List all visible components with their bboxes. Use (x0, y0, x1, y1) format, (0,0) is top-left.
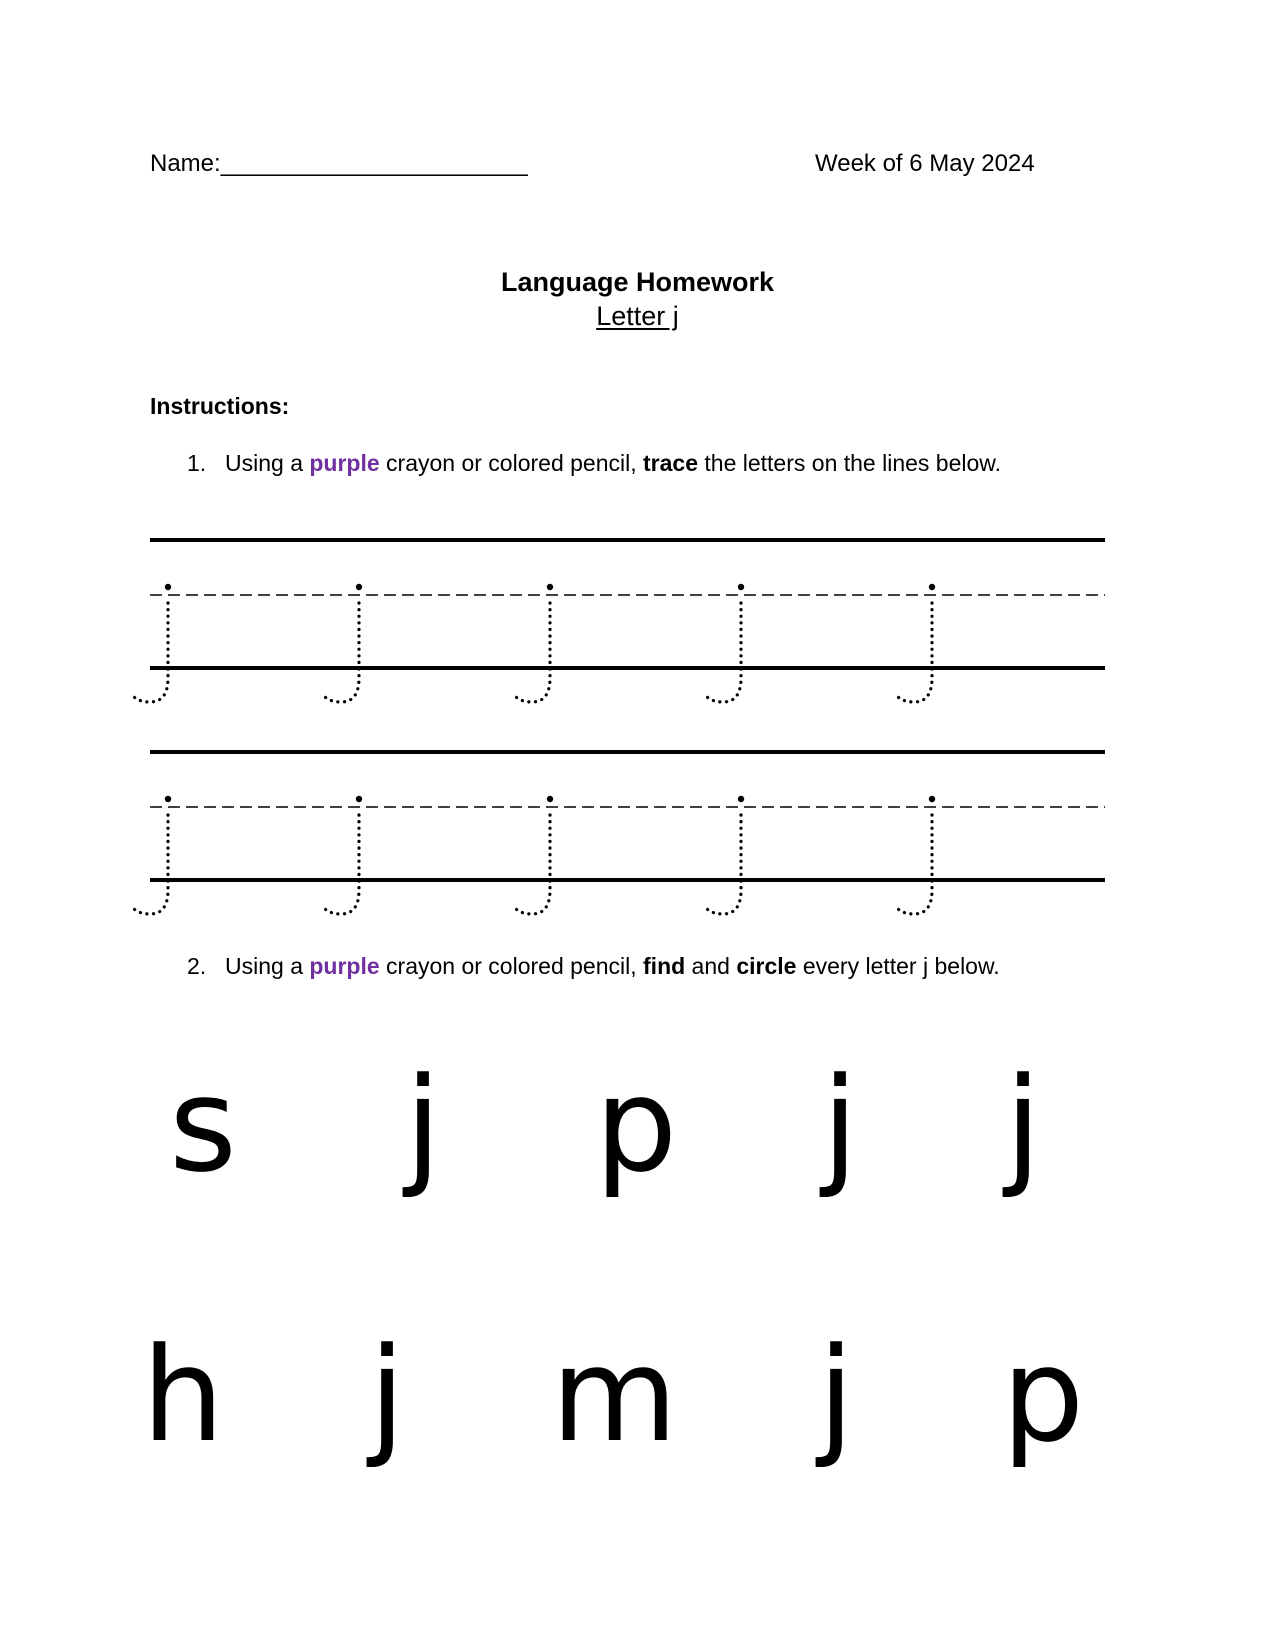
trace-j-dotted-letter (132, 603, 168, 702)
trace-j-dotted-letter (705, 815, 741, 914)
step-emphasis-trace: trace (643, 450, 698, 476)
step-text: the letters on the lines below. (698, 450, 1002, 476)
step-text: every letter j below. (796, 953, 1000, 979)
letter-grid-item[interactable]: j (1004, 1049, 1042, 1201)
letter-grid-item[interactable]: p (1001, 1319, 1085, 1471)
letter-grid-item[interactable]: s (169, 1049, 237, 1201)
trace-j-dot (547, 584, 553, 590)
trace-j-dotted-letter (514, 603, 550, 702)
step-text: Using a (225, 450, 310, 476)
step-emphasis-find: find (643, 953, 686, 979)
letter-grid-item[interactable]: m (551, 1319, 678, 1471)
instruction-step-2 (187, 952, 1000, 980)
step-text: and (685, 953, 737, 979)
trace-j-dot (929, 796, 935, 802)
step-emphasis-purple: purple (309, 450, 380, 476)
trace-j-dot (356, 796, 362, 802)
trace-j-dotted-letter (514, 815, 550, 914)
name-label: Name: (150, 150, 221, 177)
trace-j-dotted-letter (323, 603, 359, 702)
trace-j-dotted-letter (896, 603, 932, 702)
trace-j-dot (738, 584, 744, 590)
step-text: crayon or colored pencil, (379, 450, 644, 476)
letter-grid-item[interactable]: j (817, 1319, 855, 1471)
subtitle-text: Letter j (596, 301, 679, 331)
page-title: Language Homework (500, 267, 775, 297)
step-emphasis-purple: purple (309, 953, 380, 979)
letter-grid-item[interactable]: h (141, 1319, 225, 1471)
step-number: 2. (187, 953, 207, 979)
trace-j-dot (165, 796, 171, 802)
trace-j-dotted-letter (132, 815, 168, 914)
trace-j-dot (738, 796, 744, 802)
letter-grid-item[interactable]: j (821, 1049, 859, 1201)
trace-j-dot (165, 584, 171, 590)
letter-grid-item[interactable]: p (594, 1049, 678, 1201)
trace-j-dotted-letter (705, 603, 741, 702)
step-text: Using a (225, 953, 310, 979)
step-emphasis-circle: circle (736, 953, 797, 979)
letter-grid-item[interactable]: j (404, 1049, 442, 1201)
step-text: crayon or colored pencil, (379, 953, 644, 979)
trace-j-dotted-letter (896, 815, 932, 914)
trace-j-dot (356, 584, 362, 590)
trace-j-dot (547, 796, 553, 802)
week-date: Week of 6 May 2024 (815, 150, 1035, 177)
trace-j-dotted-letter (323, 815, 359, 914)
step-number: 1. (187, 450, 207, 476)
trace-j-dot (929, 584, 935, 590)
name-blank-line[interactable]: _______________________ (220, 150, 528, 177)
instructions-label: Instructions: (150, 393, 290, 419)
letter-grid-item[interactable]: j (368, 1319, 406, 1471)
